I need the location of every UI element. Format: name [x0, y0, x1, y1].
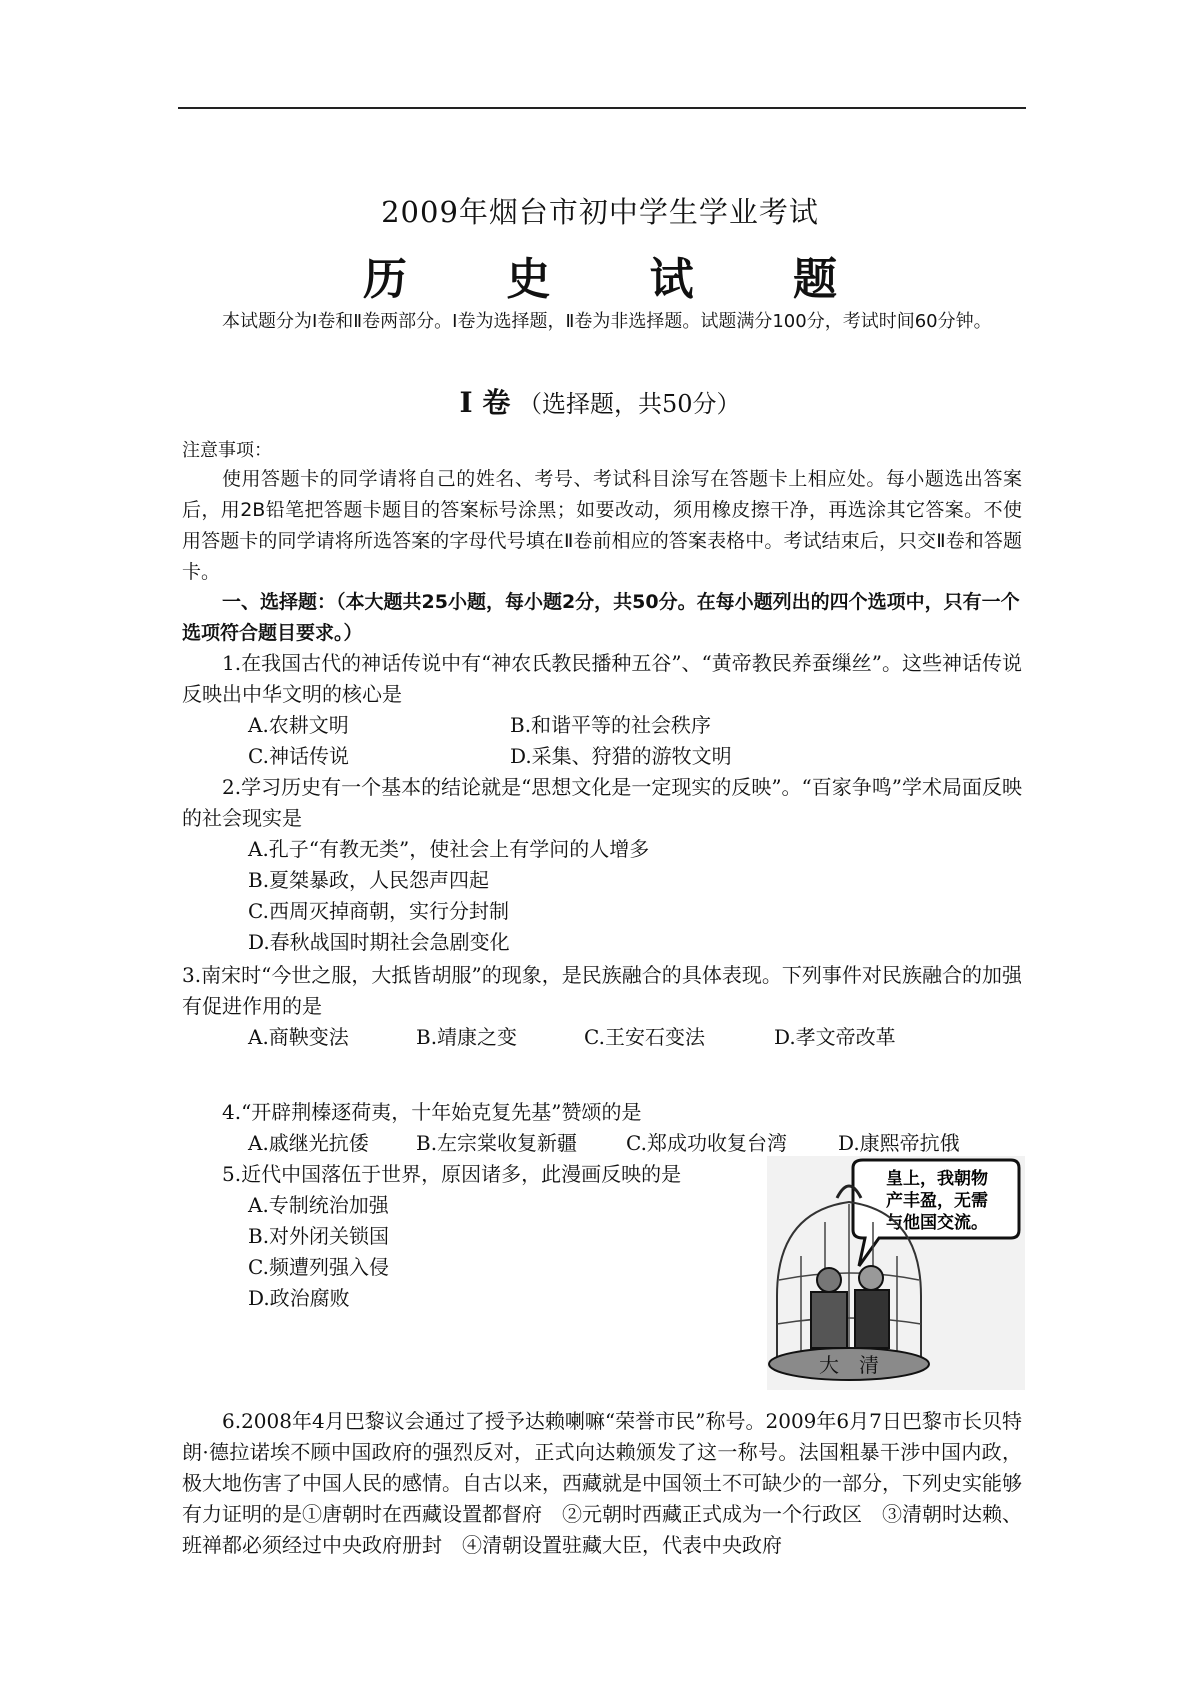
question-options: [182, 834, 1022, 958]
speech-line-2: 产丰盈，无需: [886, 1191, 988, 1211]
question-stem: 1.在我国古代的神话传说中有“神农氏教民播种五谷”、“黄帝教民养蚕缫丝”。这些神话传说反映出中华文明的核心是: [182, 651, 1022, 706]
option-d: D.春秋战国时期社会急剧变化: [248, 930, 510, 954]
cartoon-illustration: [767, 1156, 1025, 1390]
official-body: [811, 1292, 847, 1348]
option-b: B.和谐平等的社会秩序: [510, 713, 712, 737]
part-heading: 一、选择题：（本大题共25小题，每小题2分，共50分。在每小题列出的四个选项中，只有一个选项符合题目要求。）: [182, 591, 1020, 644]
option-b: B.靖康之变: [416, 1025, 518, 1049]
option-d: D.政治腐败: [248, 1286, 350, 1310]
section-title: [0, 381, 1200, 421]
exam-intro: 本试题分为Ⅰ卷和Ⅱ卷两部分。Ⅰ卷为选择题，Ⅱ卷为非选择题。试题满分100分，考试时间60分钟。: [222, 311, 992, 332]
option-a: A.戚继光抗倭: [248, 1131, 369, 1155]
official-head: [817, 1268, 841, 1292]
option-a: A.孔子“有教无类”，使社会上有学问的人增多: [248, 837, 650, 861]
emperor-head: [859, 1266, 883, 1290]
speech-line-1: 皇上，我朝物: [886, 1169, 988, 1189]
option-d: D.康熙帝抗俄: [838, 1131, 960, 1155]
question-stem: 3.南宋时“今世之服，大抵皆胡服”的现象，是民族融合的具体表现。下列事件对民族融合的加强有促进作用的是: [182, 963, 1022, 1018]
question-options: [182, 1128, 1022, 1159]
question-6: [182, 1406, 1022, 1561]
option-c: C.王安石变法: [584, 1025, 705, 1049]
option-b: B.左宗棠收复新疆: [416, 1131, 578, 1155]
option-a: A.农耕文明: [248, 713, 349, 737]
option-c: C.西周灭掉商朝，实行分封制: [248, 899, 509, 923]
question-stem: 4.“开辟荆榛逐荷夷，十年始克复先基”赞颂的是: [222, 1100, 642, 1124]
question-5: [182, 1159, 762, 1314]
question-stem: 6.2008年4月巴黎议会通过了授予达赖喇嘛“荣誉市民”称号。2009年6月7日巴黎市长贝特朗·德拉诺埃不顾中国政府的强烈反对，正式向达赖颁发了这一称号。法国粗暴干涉中国内政，极大地伤害了中国人民的感情。自古以来，西藏就是中国领土不可缺少的一部分，下列史实能够有力证明的是①唐朝时在西藏设置都督府 ②元朝时西藏正式成为一个行政区 ③清朝时达赖、班禅都必须经过中央政府册封 ④清朝设置驻藏大臣，代表中央政府: [182, 1409, 1022, 1557]
option-d: D.采集、狩猎的游牧文明: [510, 744, 732, 768]
question-2: [182, 772, 1022, 958]
question-stem: 2.学习历史有一个基本的结论就是“思想文化是一定现实的反映”。“百家争鸣”学术局面反映的社会现实是: [182, 775, 1022, 830]
subject-title: 历 史 试 题: [363, 254, 879, 305]
question-3: [182, 960, 1022, 1053]
option-c: C.频遭列强入侵: [248, 1255, 389, 1279]
question-options: [182, 1190, 762, 1314]
option-d: D.孝文帝改革: [774, 1025, 896, 1049]
option-c: C.神话传说: [248, 744, 349, 768]
question-4: [182, 1097, 1022, 1159]
emperor-body: [855, 1290, 889, 1348]
question-options: [182, 1022, 1022, 1053]
option-b: B.对外闭关锁国: [248, 1224, 390, 1248]
section-note: （选择题，共50分）: [517, 390, 741, 418]
base-label: 大 清: [819, 1353, 879, 1377]
option-b: B.夏桀暴政，人民怨声四起: [248, 868, 490, 892]
question-options: [182, 710, 1022, 772]
header-rule: [178, 107, 1026, 109]
notes-heading: 注意事项：: [182, 440, 272, 461]
section-label: Ⅰ 卷: [459, 386, 511, 419]
option-a: A.商鞅变法: [248, 1025, 349, 1049]
question-1: [182, 648, 1022, 772]
option-c: C.郑成功收复台湾: [626, 1131, 787, 1155]
exam-title: 2009年烟台市初中学生学业考试: [381, 195, 819, 229]
notes-body: 使用答题卡的同学请将自己的姓名、考号、考试科目涂写在答题卡上相应处。每小题选出答案后，用2B铅笔把答题卡题目的答案标号涂黑；如要改动，须用橡皮擦干净，再选涂其它答案。不使用答题卡的同学请将所选答案的字母代号填在Ⅱ卷前相应的答案表格中。考试结束后，只交Ⅱ卷和答题卡。: [182, 468, 1022, 583]
speech-line-3: 与他国交流。: [886, 1213, 988, 1233]
question-stem: 5.近代中国落伍于世界，原因诸多，此漫画反映的是: [222, 1162, 682, 1186]
option-a: A.专制统治加强: [248, 1193, 389, 1217]
